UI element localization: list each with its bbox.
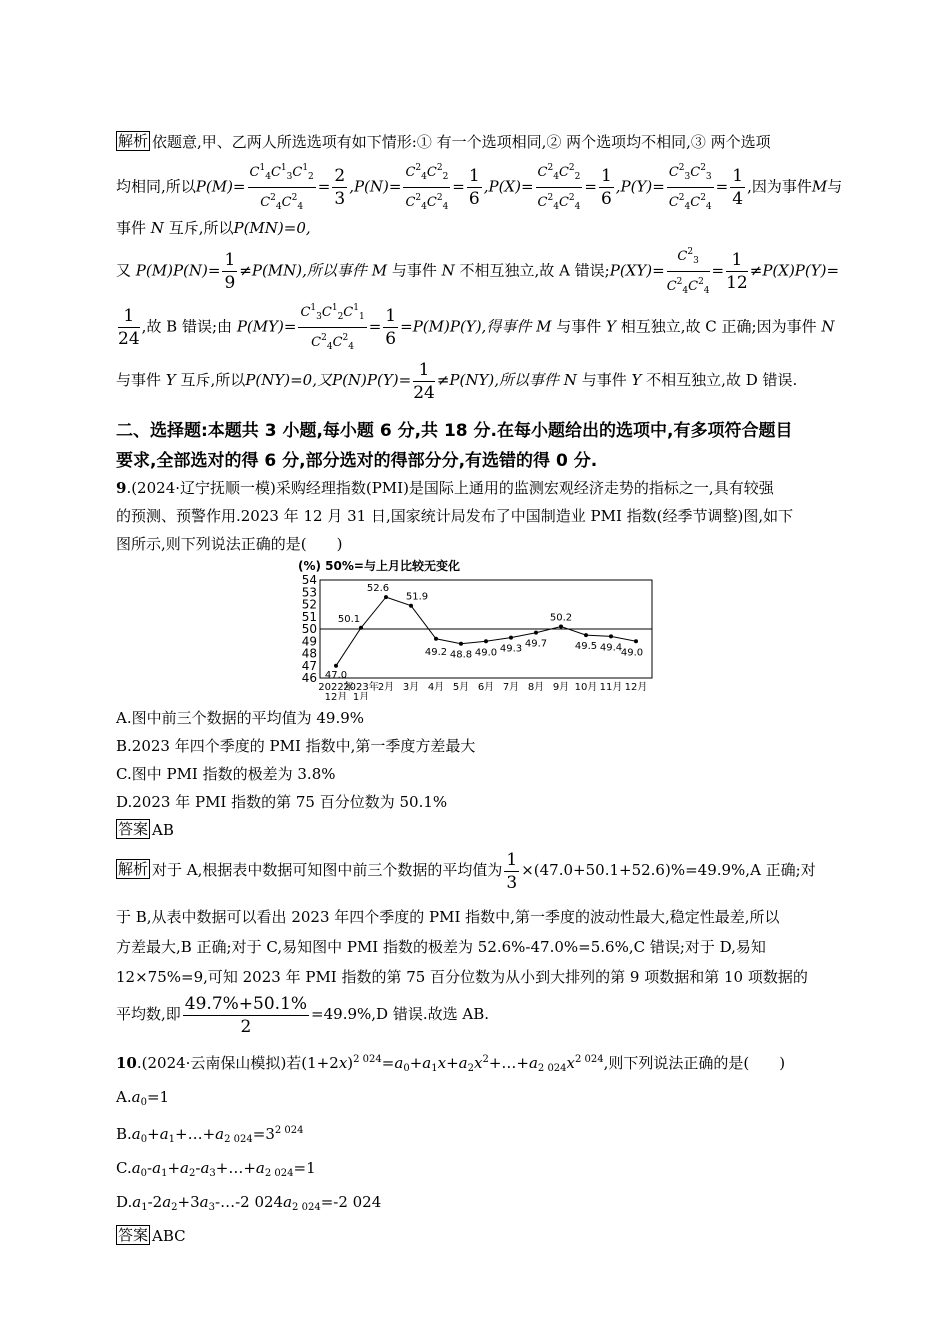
y-tick-label: 52 xyxy=(301,597,317,612)
data-label: 47.0 xyxy=(324,669,348,681)
q9-option-b: B.2023 年四个季度的 PMI 指数中,第一季度方差最大 xyxy=(116,737,476,755)
formula-pxy: $\frac{C^2_3}{C^2_4C^2_4}$ xyxy=(667,242,710,301)
data-point xyxy=(459,642,463,646)
y-tick-label: 49 xyxy=(301,634,317,649)
data-point xyxy=(409,604,413,608)
x-tick-label: 9月 xyxy=(552,682,570,693)
data-label: 49.7 xyxy=(524,638,548,650)
analysis-tag: 解析 xyxy=(118,860,149,878)
formula-pm: $\frac{C^1_4C^1_3C^1_2}{C^2_4C^2_4}$ xyxy=(248,158,316,217)
q10-option-c: $C.a_0-a_1+a_2-a_3+\dots+a_{2 024}=1$ xyxy=(116,1159,316,1179)
data-point xyxy=(484,639,488,643)
data-point xyxy=(434,637,438,641)
q10-stem: 10.(2024·云南保山模拟)若$(1+2x)^{2 024}=a_0+a_1x+a_2x^2+\dots+a_{2 024}x^{2 024}$,则下列说法正确的是( ) xyxy=(116,1054,786,1074)
q9-solution-line1: 解析 对于 A,根据表中数据可知图中前三个数据的平均值为 $\frac{1}{3}$ ×(47.0+50.1+52.6)%=49.9%,A 正确;对 xyxy=(118,849,816,893)
data-point xyxy=(359,626,363,630)
y-tick-label: 51 xyxy=(301,609,317,624)
q9-option-a: A.图中前三个数据的平均值为 49.9% xyxy=(116,709,365,727)
section2-heading: 二、选择题:本题共 3 小题,每小题 6 分,共 18 分.在每小题给出的选项中,有多项符合题目 要求,全部选对的得 6 分,部分选对的得部分分,有选错的得 0 分. xyxy=(116,421,793,471)
data-label: 50.1 xyxy=(337,613,361,625)
x-tick-label: 2月 xyxy=(377,682,395,693)
x-tick-label-sub: 12月 xyxy=(324,692,348,700)
data-label: 50.2 xyxy=(549,612,573,624)
x-tick-label: 3月 xyxy=(402,682,420,693)
x-tick-label-sub: 1月 xyxy=(352,692,370,700)
formula-pmy: $\frac{C^1_3C^1_2C^1_1}{C^2_4C^2_4}$ xyxy=(298,298,366,357)
data-point xyxy=(334,664,338,668)
y-tick-label: 54 xyxy=(301,573,317,587)
q9-stem: 9.(2024·辽宁抚顺一模)采购经理指数(PMI)是国际上通用的监测宏观经济走势的指标之一,具有较强 的预测、预警作用.2023 年 12 月 31 日,国家统计局发布了中国制造业 PMI 指数(经季节调整)图,如下 图所示,则下列说法正确的是( ) xyxy=(116,479,794,553)
data-point xyxy=(559,625,563,629)
pmi-point-labels xyxy=(325,583,643,681)
y-tick-label: 46 xyxy=(301,671,317,685)
data-label: 49.5 xyxy=(574,641,598,653)
x-tick-label: 7月 xyxy=(502,682,520,693)
x-tick-label: 5月 xyxy=(452,682,470,693)
sol8-line2: 均相同,所以P(M)= $\frac{C^1_4C^1_3C^1_2}{C^2_4C^2_4}$ = $\frac{2}{3}$ ,P(N)= $\frac{C^2_4C^2_2}{C^2_4C^2_4}$ = $\frac{1}{6}$ ,P(X)= $\frac{C^2_4C^2_2}{C^2_4C^2_4}$ = $\frac{1}{6}$ ,P(Y)= $\frac{C^2_3C^2_3}{C^2_4C^2_4}$ = $\frac{1}{4}$ ,因为事件M与 xyxy=(116,158,834,217)
x-tick-label: 10月 xyxy=(574,682,598,693)
q9-solution-last: 平均数,即 $\frac{49.7\%+50.1\%}{2}$ =49.9%,D 错误.故选 AB. xyxy=(116,993,489,1037)
q9-option-d: D.2023 年 PMI 指数的第 75 百分位数为 50.1% xyxy=(116,793,448,811)
x-tick-label: 8月 xyxy=(527,682,545,693)
q9-option-c: C.图中 PMI 指数的极差为 3.8% xyxy=(116,765,336,783)
q10-option-d: $D.a_1-2a_2+3a_3-\dots-2$ $024a_{2 024}=-2$ 024 xyxy=(116,1193,382,1213)
data-point xyxy=(634,639,638,643)
y-tick-label: 50 xyxy=(301,622,317,636)
data-label: 49.3 xyxy=(499,643,523,655)
answer-tag: 答案 xyxy=(118,820,149,838)
q9-solution-body: 于 B,从表中数据可以看出 2023 年四个季度的 PMI 指数中,第一季度的波动性最大,稳定性最差,所以 方差最大,B 正确;对于 C,易知图中 PMI 指数的极差为 52.6%-47.0%=5.6%,C 错误;对于 D,易知 12×75%=9,可知 2023 年 PMI 指数的第 75 百分位数为从小到大排列的第 9 项数据和第 10 项数据的 xyxy=(116,908,808,986)
formula-px: $\frac{C^2_4C^2_2}{C^2_4C^2_4}$ xyxy=(536,158,583,217)
pmi-chart xyxy=(280,552,670,700)
q10-option-b: $B.a_0+a_1+\dots+a_{2 024}=3^{2 024}$ xyxy=(116,1125,304,1145)
y-tick-label: 53 xyxy=(301,585,317,600)
x-tick-label: 4月 xyxy=(427,682,445,693)
formula-py: $\frac{C^2_3C^2_3}{C^2_4C^2_4}$ xyxy=(667,158,714,217)
sol8-line4: 又 P(M)P(N)= $\frac{1}{9}$ ≠P(MN),所以事件 M 与事件 N 不相互独立,故 A 错误;P(XY)= $\frac{C^2_3}{C^2_4C^2_4}$ = $\frac{1}{12}$ ≠P(X)P(Y)= xyxy=(116,242,834,301)
data-label: 51.9 xyxy=(405,591,429,603)
data-label: 49.0 xyxy=(474,647,498,659)
data-label: 52.6 xyxy=(366,583,390,595)
data-point xyxy=(584,633,588,637)
q9-options xyxy=(116,704,834,844)
data-point xyxy=(384,595,388,599)
x-tick-label: 2022年 xyxy=(318,682,354,693)
data-point xyxy=(534,631,538,635)
chart-title: (%) 50%=与上月比较无变化 xyxy=(298,559,460,573)
analysis-tag: 解析 xyxy=(118,132,149,150)
q9-answer: 答案 AB xyxy=(118,820,174,839)
x-ticks xyxy=(318,680,647,700)
x-tick-label: 2023年 xyxy=(343,682,379,693)
x-tick-label: 12月 xyxy=(624,682,648,693)
data-label: 49.0 xyxy=(620,647,644,659)
data-label: 49.2 xyxy=(424,646,448,658)
y-tick-label: 48 xyxy=(301,646,317,661)
data-label: 49.4 xyxy=(599,642,623,654)
sol8-line3: 事件 N 互斥,所以P(MN)=0, xyxy=(116,219,311,237)
y-ticks xyxy=(302,573,317,685)
data-label: 48.8 xyxy=(449,649,473,661)
x-tick-label: 6月 xyxy=(477,682,495,693)
data-point xyxy=(509,636,513,640)
y-tick-label: 47 xyxy=(301,658,317,673)
sol8-line6: 与事件 Y 互斥,所以P(NY)=0,又P(N)P(Y)= $\frac{1}{24}$ ≠P(NY),所以事件 N 与事件 Y 不相互独立,故 D 错误. xyxy=(116,359,798,403)
sol8-line5: $\frac{1}{24}$ ,故 B 错误;由 P(MY)= $\frac{C^1_3C^1_2C^1_1}{C^2_4C^2_4}$ = $\frac{1}{6}$ =P(M)P(Y),得事件 M 与事件 Y 相互独立,故 C 正确;因为事件 N xyxy=(116,298,834,357)
answer-tag: 答案 xyxy=(118,1226,149,1244)
x-tick-label: 11月 xyxy=(599,682,623,693)
data-point xyxy=(609,634,613,638)
q10-option-a: $A.a_0=1$ xyxy=(116,1088,170,1108)
sol8-line1: 解析 依题意,甲、乙两人所选选项有如下情形:① 有一个选项相同,② 两个选项均不相同,③ 两个选项 xyxy=(118,132,771,151)
q10 xyxy=(116,1046,834,1250)
formula-pn: $\frac{C^2_4C^2_2}{C^2_4C^2_4}$ xyxy=(403,158,450,217)
q10-answer: 答案 ABC xyxy=(118,1226,186,1245)
